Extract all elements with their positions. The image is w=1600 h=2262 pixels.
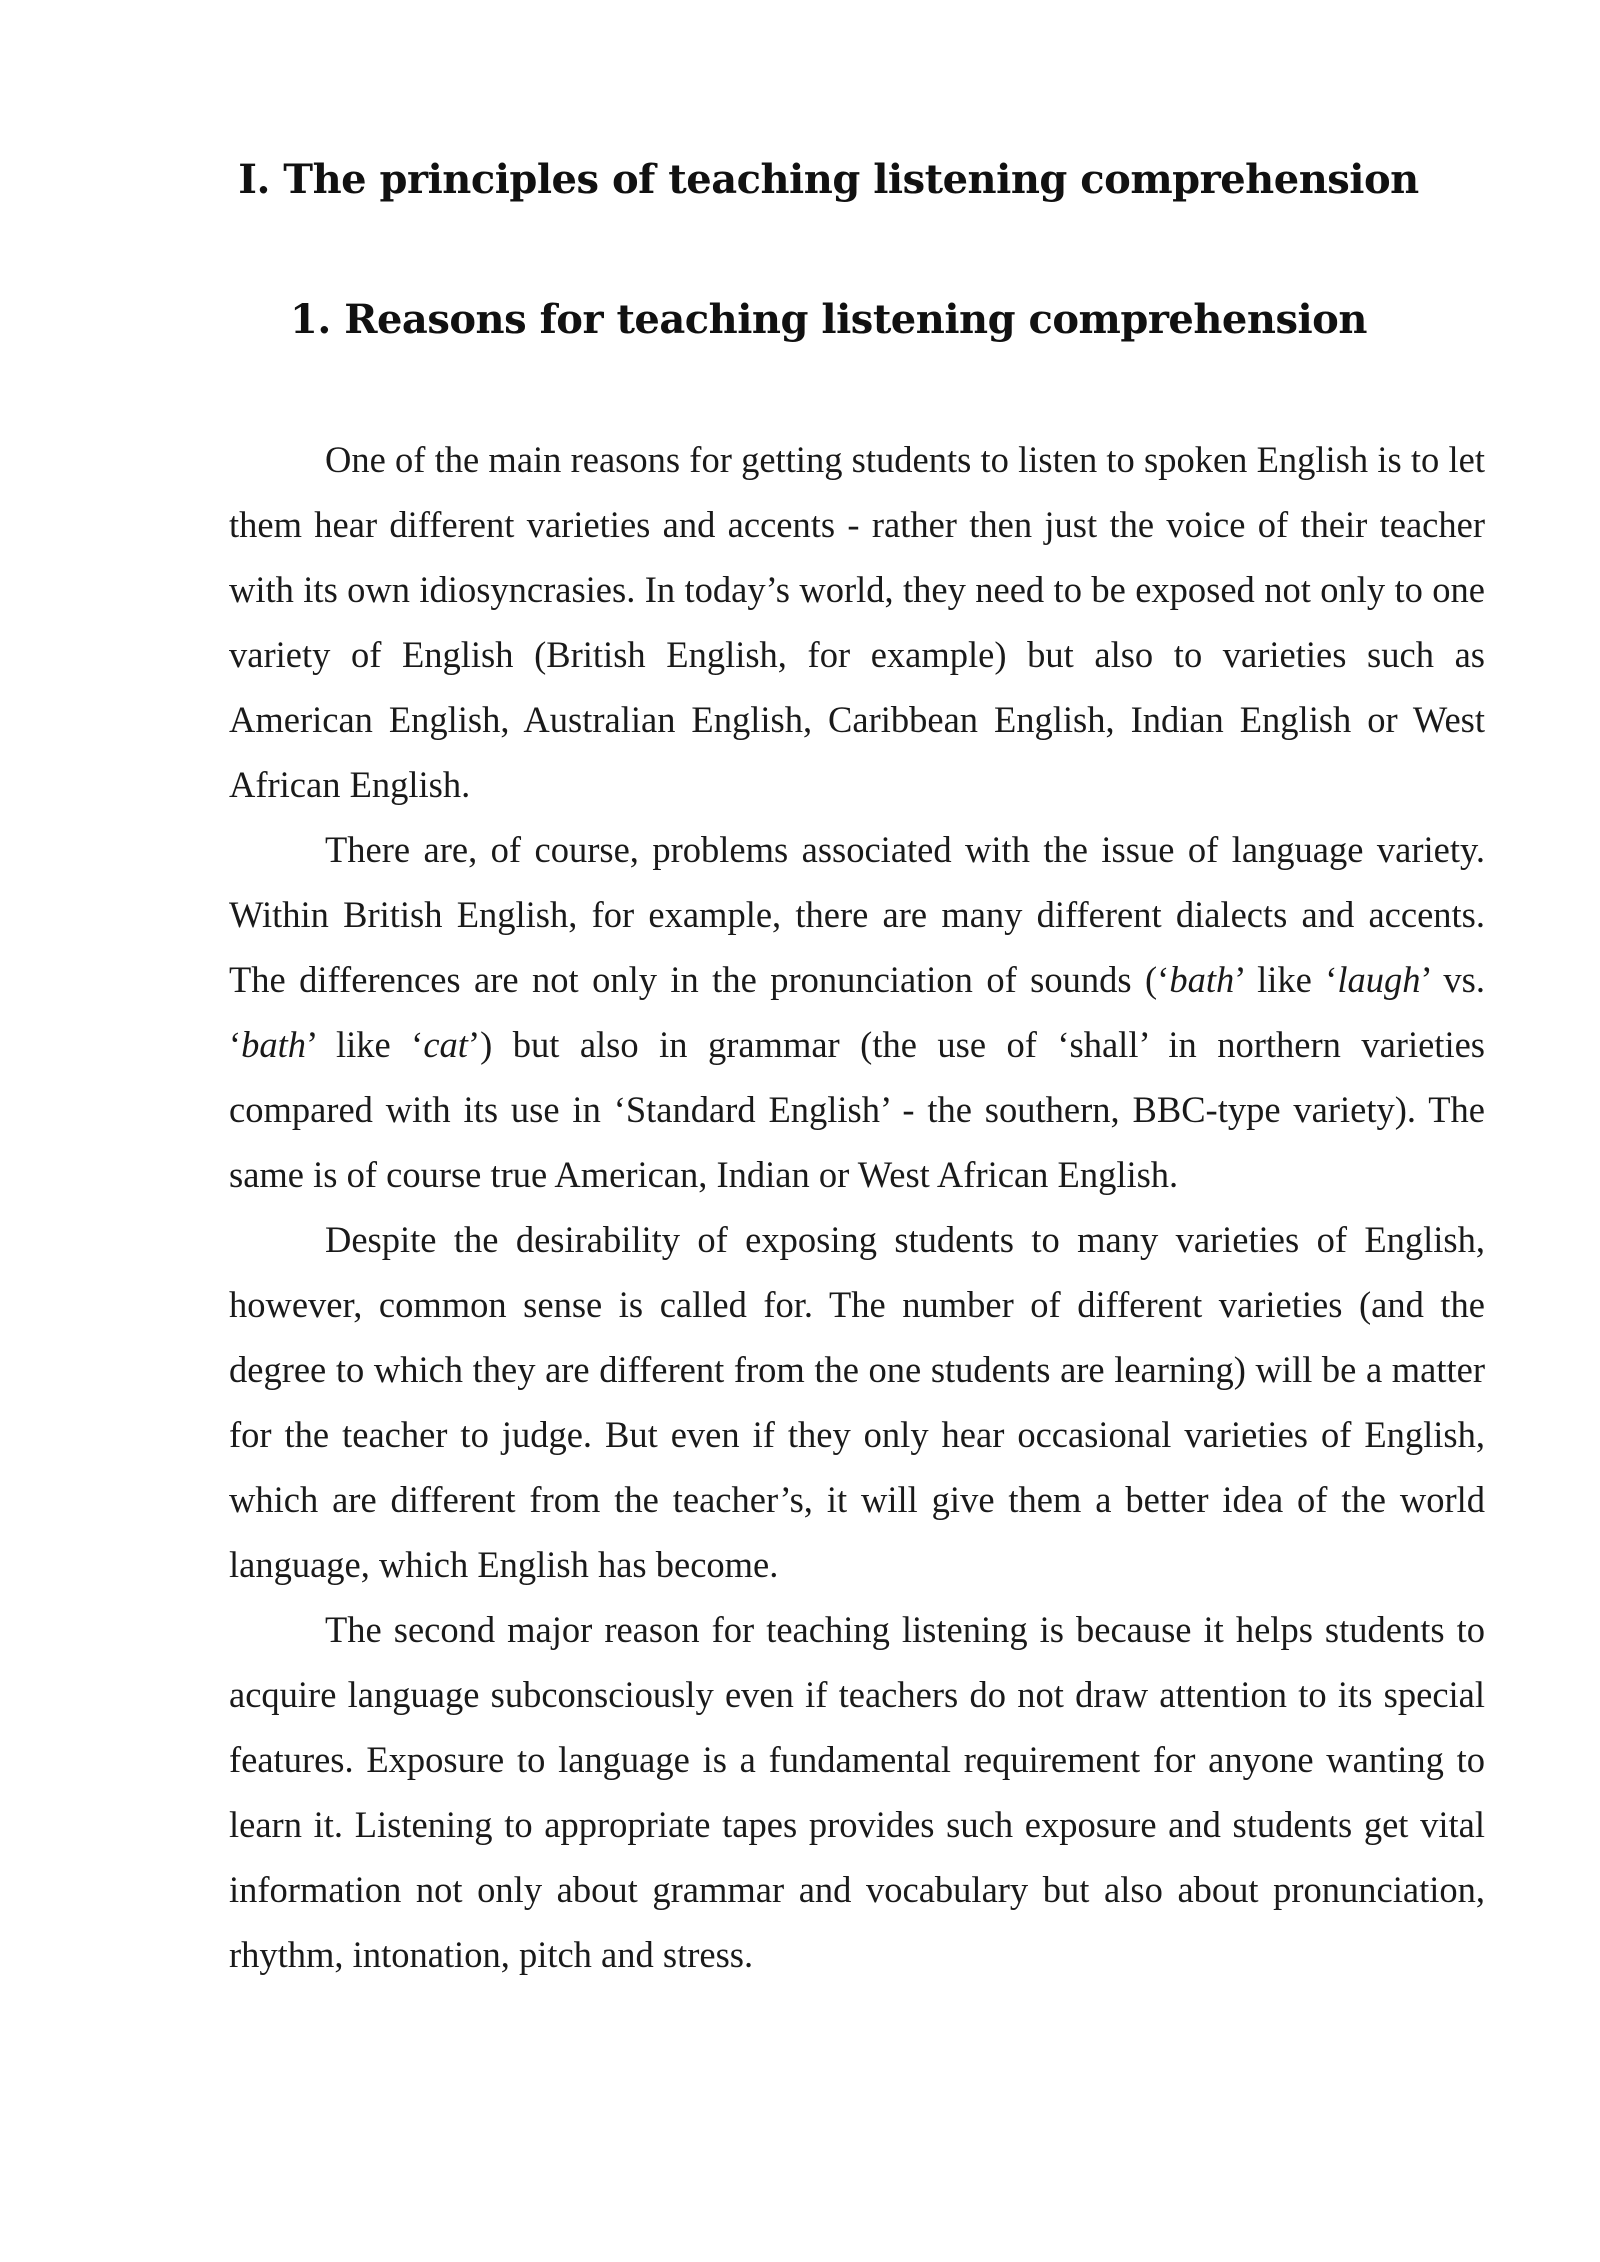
paragraph-2-italic-3: bath [241, 1024, 307, 1065]
paragraph-2 [229, 817, 1485, 1207]
paragraph-1: One of the main reasons for getting students to listen to spoken English is to let them hear different varieties and accents - rather then just the voice of their teacher with its own idiosyncrasies. In today’s world, they need to be exposed not only to one variety of English (British English, for example) but also to varieties such as American English, Australian English, Caribbean English, Indian English or West African English. [229, 439, 1485, 805]
paragraph-2-text-1: There are, of course, problems associated with the issue of language variety. Within British English, for example, there are many different dialects and accents. The differences are not only in the pronunciation of sounds (‘ [229, 829, 1485, 1000]
paragraph-2-italic-4: cat [423, 1024, 468, 1065]
paragraph-4: The second major reason for teaching listening is because it helps students to acquire language subconsciously even if teachers do not draw attention to its special features. Exposure to language is a fundamental requirement for anyone wanting to learn it. Listening to appropriate tapes provides such exposure and students get vital information not only about grammar and vocabulary but also about pronunciation, rhythm, intonation, pitch and stress. [229, 1609, 1485, 1975]
paragraph-3: Despite the desirability of exposing students to many varieties of English, however, common sense is called for. The number of different varieties (and the degree to which they are different from the one students are learning) will be a matter for the teacher to judge. But even if they only hear occasional varieties of English, which are different from the teacher’s, it will give them a better idea of the world language, which English has become. [229, 1219, 1485, 1585]
paragraph-2-text-3: ’ vs. ‘ [229, 959, 1485, 1065]
section-heading: 1. Reasons for teaching listening comprehension [290, 296, 1367, 343]
paragraph-2-text-5: ’) but also in grammar (the use of ‘shall’ in northern varieties compared with its use in ‘Standard English’ - the southern, BBC-type variety). The same is of course true American, Indian or West African English. [229, 1024, 1485, 1195]
paragraph-2-text-2: ’ like ‘ [1234, 959, 1338, 1000]
paragraph-2-italic-1: bath [1169, 959, 1235, 1000]
paragraph-2-text-4: ’ like ‘ [306, 1024, 424, 1065]
chapter-heading: I. The principles of teaching listening comprehension [238, 156, 1419, 203]
paragraph-2-italic-2: laugh [1337, 959, 1421, 1000]
body-text [229, 427, 1485, 1987]
